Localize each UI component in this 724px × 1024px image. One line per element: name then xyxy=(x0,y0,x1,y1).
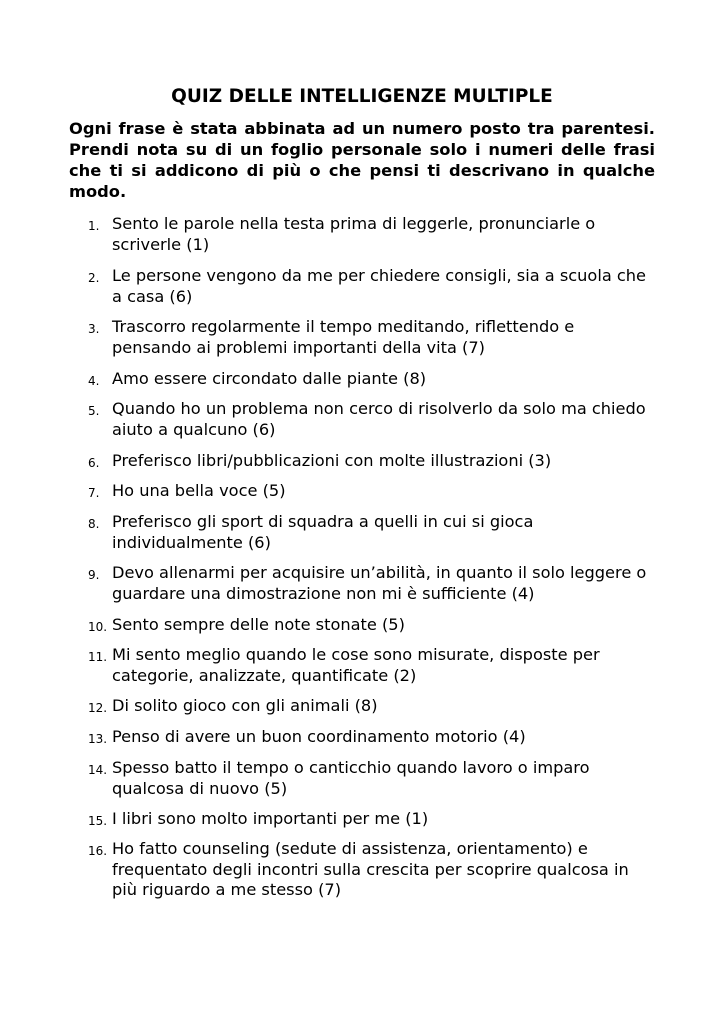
item-number: 2. xyxy=(88,271,100,285)
item-number: 15. xyxy=(88,814,108,828)
item-number: 11. xyxy=(88,650,108,664)
item-text: Trascorro regolarmente il tempo meditando, riflettendo e pensando ai problemi importanti della vita (7) xyxy=(112,317,575,357)
item-number: 8. xyxy=(88,517,100,531)
item-text: Sento sempre delle note stonate (5) xyxy=(112,615,405,634)
item-text: Spesso batto il tempo o canticchio quando lavoro o imparo qualcosa di nuovo (5) xyxy=(112,758,590,798)
item-number: 9. xyxy=(88,568,100,582)
intro-paragraph: Ogni frase è stata abbinata ad un numero posto tra parentesi. Prendi nota su di un foglio personale solo i numeri delle frasi che ti si addicono di più o che pensi ti descrivano in qualche modo. xyxy=(69,119,655,201)
item-text: Sento le parole nella testa prima di leggerle, pronunciarle o scriverle (1) xyxy=(112,214,596,254)
item-number: 16. xyxy=(88,844,108,858)
item-number: 3. xyxy=(88,322,100,336)
item-number: 13. xyxy=(88,732,108,746)
item-text: Ho fatto counseling (sedute di assistenza, orientamento) e frequentato degli incontri sulla crescita per scoprire qualcosa in più riguardo a me stesso (7) xyxy=(112,839,629,899)
item-number: 14. xyxy=(88,763,108,777)
item-number: 6. xyxy=(88,456,100,470)
item-number: 7. xyxy=(88,486,100,500)
item-text: Devo allenarmi per acquisire un’abilità, in quanto il solo leggere o guardare una dimostrazione non mi è sufficiente (4) xyxy=(112,563,647,603)
item-text: Ho una bella voce (5) xyxy=(112,481,286,500)
item-number: 10. xyxy=(88,620,108,634)
item-text: Mi sento meglio quando le cose sono misurate, disposte per categorie, analizzate, quantificate (2) xyxy=(112,645,600,685)
item-number: 5. xyxy=(88,404,100,418)
item-text: Le persone vengono da me per chiedere consigli, sia a scuola che a casa (6) xyxy=(112,266,647,306)
item-number: 1. xyxy=(88,219,100,233)
item-number: 4. xyxy=(88,374,100,388)
item-text: Quando ho un problema non cerco di risolverlo da solo ma chiedo aiuto a qualcuno (6) xyxy=(112,399,646,439)
item-text: I libri sono molto importanti per me (1) xyxy=(112,809,429,828)
item-text: Preferisco gli sport di squadra a quelli in cui si gioca individualmente (6) xyxy=(112,512,534,552)
page-title: QUIZ DELLE INTELLIGENZE MULTIPLE xyxy=(171,86,553,107)
item-text: Amo essere circondato dalle piante (8) xyxy=(112,369,427,388)
item-text: Preferisco libri/pubblicazioni con molte illustrazioni (3) xyxy=(112,451,552,470)
item-number: 12. xyxy=(88,701,108,715)
item-text: Di solito gioco con gli animali (8) xyxy=(112,696,378,715)
item-text: Penso di avere un buon coordinamento motorio (4) xyxy=(112,727,526,746)
